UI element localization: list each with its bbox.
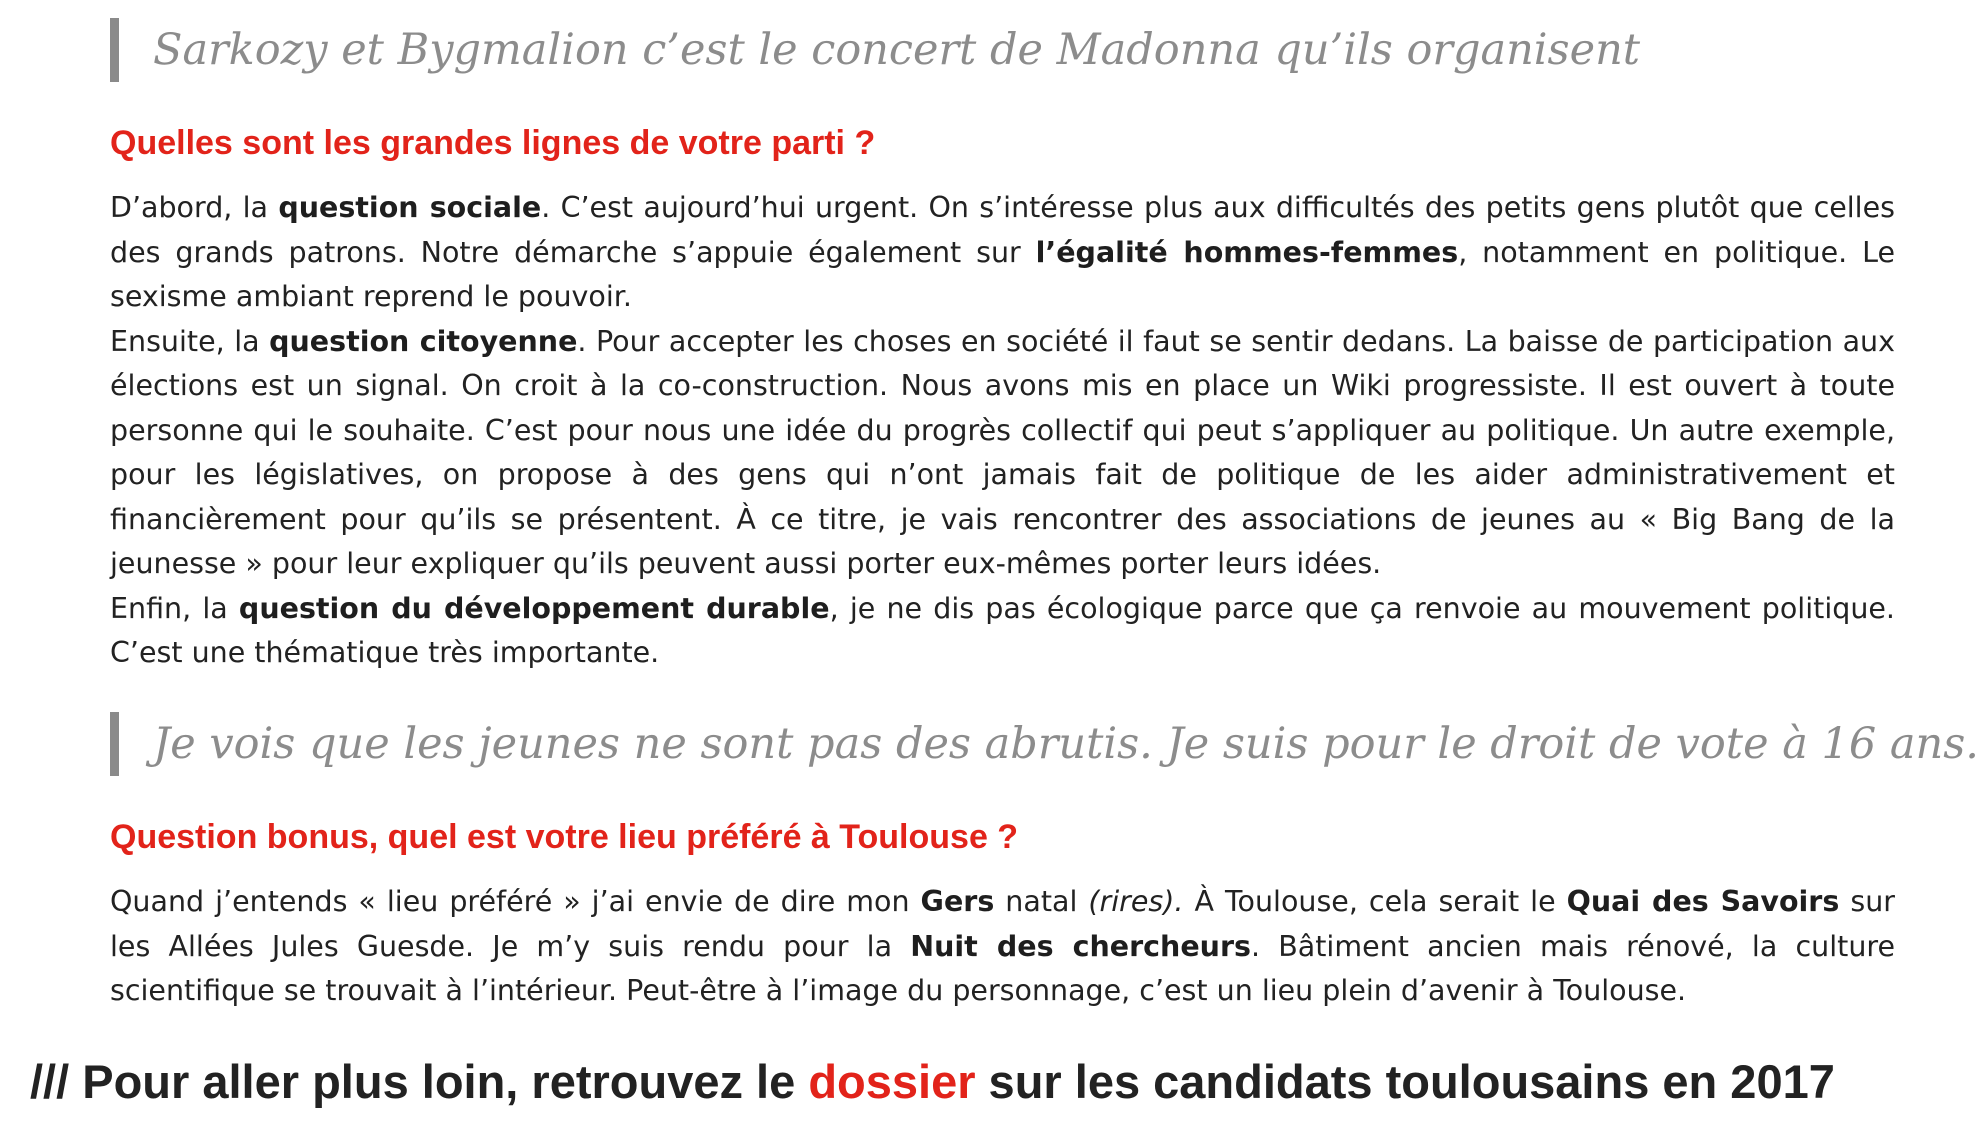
answer-text: Quand j’entends « lieu préféré » j’ai envie de dire mon xyxy=(110,885,921,918)
answer-text: sur les Allées Jules Guesde. Je m’y suis rendu pour la xyxy=(110,885,1895,963)
interview-question: Question bonus, quel est votre lieu préféré à Toulouse ? xyxy=(110,818,1019,856)
answer-text: D’abord, la xyxy=(110,191,279,224)
answer-text: À Toulouse, cela serait le xyxy=(1183,885,1567,918)
interview-answer xyxy=(110,880,1895,1014)
answer-bold-text: Gers xyxy=(920,885,995,918)
pull-quote xyxy=(110,712,1979,776)
answer-text: . Bâtiment ancien mais rénové, la culture scientifique se trouvait à l’intérieur. Peut-être à l’image du personnage, c’est un lieu plein d’avenir à Toulouse. xyxy=(110,929,1896,1007)
interview-question: Quelles sont les grandes lignes de votre parti ? xyxy=(110,124,876,162)
answer-text: , notamment en politique. Le sexisme ambiant reprend le pouvoir. xyxy=(110,235,1895,313)
answer-text: . C’est aujourd’hui urgent. On s’intéresse plus aux difficultés des petits gens plutôt que celles des grands patrons. Notre démarche s’appuie également sur xyxy=(110,191,1895,269)
answer-text: natal xyxy=(994,885,1089,918)
answer-bold-text: Nuit des chercheurs xyxy=(910,929,1251,963)
further-reading-prefix: /// Pour aller plus loin, retrouvez le xyxy=(30,1055,809,1108)
answer-text: . Pour accepter les choses en société il faut se sentir dedans. La baisse de participation aux élections est un signal. On croit à la co-construction. Nous avons mis en place un Wiki progressiste. Il est ouvert à toute personne qui le souhaite. C’est pour nous une idée du progrès collectif qui peut s’appliquer au politique. Un autre exemple, pour les législatives, on propose à des gens qui n’ont jamais fait de politique de les aider administrativement et financièrement pour qu’ils se présentent. À ce titre, je vais rencontrer des associations de jeunes au « Big Bang de la jeunesse » pour leur expliquer qu’ils peuvent aussi porter eux-mêmes porter leurs idées. xyxy=(110,324,1895,580)
answer-text: Enfin, la xyxy=(110,591,239,625)
answer-bold-text: l’égalité hommes-femmes xyxy=(1035,235,1459,269)
further-reading-line xyxy=(30,1054,1835,1110)
answer-bold-text: question sociale xyxy=(278,191,542,224)
answer-bold-text: question citoyenne xyxy=(269,324,578,358)
answer-text: Ensuite, la xyxy=(110,324,270,358)
interview-answer xyxy=(110,186,1895,676)
further-reading-suffix: sur les candidats toulousains en 2017 xyxy=(975,1055,1835,1108)
answer-text: , je ne dis pas écologique parce que ça renvoie au mouvement politique. C’est une thématique très importante. xyxy=(110,591,1895,669)
answer-bold-text: Quai des Savoirs xyxy=(1566,885,1840,918)
pull-quote-text: Je vois que les jeunes ne sont pas des abrutis. Je suis pour le droit de vote à 16 ans. xyxy=(153,719,1979,769)
pull-quote-text: Sarkozy et Bygmalion c’est le concert de Madonna qu’ils organisent xyxy=(153,25,1641,75)
answer-bold-text: question du développement durable xyxy=(238,591,830,625)
pull-quote xyxy=(110,18,1640,82)
answer-italic-text: (rires). xyxy=(1088,885,1184,918)
dossier-link[interactable]: dossier xyxy=(808,1055,976,1108)
